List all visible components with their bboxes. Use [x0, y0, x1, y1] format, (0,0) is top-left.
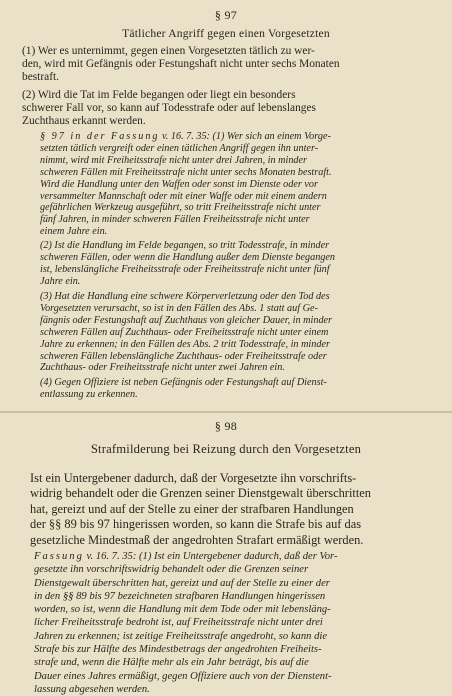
section-97-old-version-1: § 97 in der Fassung v. 16. 7. 35: (1) Wer sich an einem Vorge- setzten tätlich vergreift oder einen tätlichen Angriff gegen ihn unter- nimmt, wird mit Freiheitsstrafe nicht unter drei Jahren, in minder schweren Fällen mit Freiheitsstrafe nicht unter sechs Monaten bestraft. Wird die Handlung unter den Waffen oder sonst im Dienste oder vor versammelter Mannschaft oder mit einer Waffe oder mit einem andern gefährlichen Werkzeug ausgeführt, so tritt Freiheitsstrafe nicht unter fünf Jahren, in minder schweren Fällen Freiheitsstrafe nicht unter einem Jahre ein.	[40, 131, 332, 238]
section-97-paragraph-1: (1) Wer es unternimmt, gegen einen Vorgesetzten tätlich zu wer- den, wird mit Gefängnis oder Festungshaft nicht unter sechs Monaten bestraft.	[22, 45, 340, 83]
section-98-body: Ist ein Untergebener dadurch, daß der Vorgesetzte ihn vorschrifts- widrig behandelt oder die Grenzen seiner Dienstgewalt überschritten hat, gereizt und auf der Stelle zu einer der strafbaren Handlungen der §§ 89 bis 97 hingerissen worden, so kann die Strafe bis auf das gesetzliche Mindestmaß der angedrohten Strafart ermäßigt werden.	[30, 471, 371, 547]
section-97-paragraph-2: (2) Wird die Tat im Felde begangen oder liegt ein besonders schwerer Fall vor, so kann auf Todesstrafe oder auf lebenslanges Zuchthaus erkannt werden.	[22, 89, 316, 127]
section-97-title: Tätlicher Angriff gegen einen Vorgesetzten	[122, 27, 330, 40]
section-98-old-version: Fassung v. 16. 7. 35: (1) Ist ein Untergebener dadurch, daß der Vor- gesetzte ihn vorschriftswidrig behandelt oder die Grenzen seiner Dienstgewalt überschritten hat, gereizt und auf der Stelle zu einer der in den §§ 89 bis 97 bezeichneten strafbaren Handlungen hingerissen worden, so ist, wenn die Handlung mit dem Tode oder mit lebensläng- licher Freiheitsstrafe bedroht ist, auf Freiheitsstrafe nicht unter drei Jahren zu erkennen; ist zeitige Freiheitsstrafe angedroht, so kann die Strafe bis zur Hälfte des Mindestbetrags der angedrohten Freiheits- strafe und, wenn die Hälfte mehr als ein Jahr beträgt, bis auf die Dauer eines Jahres ermäßigt, gegen Offiziere auch von der Dienstent- lassung abgesehen werden.	[34, 551, 338, 695]
section-98-title: Strafmilderung bei Reizung durch den Vorgesetzten	[90, 442, 362, 456]
section-98-number: § 98	[214, 419, 238, 433]
divider	[0, 411, 452, 413]
section-97-old-version-2: (2) Ist die Handlung im Felde begangen, so tritt Todesstrafe, in minder schweren Fällen, oder wenn die Handlung außer dem Dienste begangen ist, lebenslängliche Freiheitsstrafe oder Freiheitsstrafe nicht unter fünf Jahre ein.	[40, 240, 335, 287]
section-97-old-version-3: (3) Hat die Handlung eine schwere Körperverletzung oder den Tod des Vorgesetzten verursacht, so ist in den Fällen des Abs. 1 statt auf Ge- fängnis oder Festungshaft auf Zuchthaus von gleicher Dauer, in minder schweren Fällen auf Zuchthaus- oder Freiheitsstrafe nicht unter einem Jahre zu erkennen; in den Fällen des Abs. 2 tritt Todesstrafe, in minder schweren Fällen lebenslängliche Zuchthaus- oder Freiheitsstrafe oder Zuchthaus- oder Freiheitsstrafe nicht unter zwei Jahren ein.	[40, 291, 333, 374]
fassung-label: Fassung	[34, 551, 84, 562]
section-97-old-version-4: (4) Gegen Offiziere ist neben Gefängnis oder Festungshaft auf Dienst- entlassung zu erkennen.	[40, 377, 327, 400]
section-97-number: § 97	[214, 8, 238, 22]
fassung-label: § 97 in der Fassung	[40, 131, 160, 142]
